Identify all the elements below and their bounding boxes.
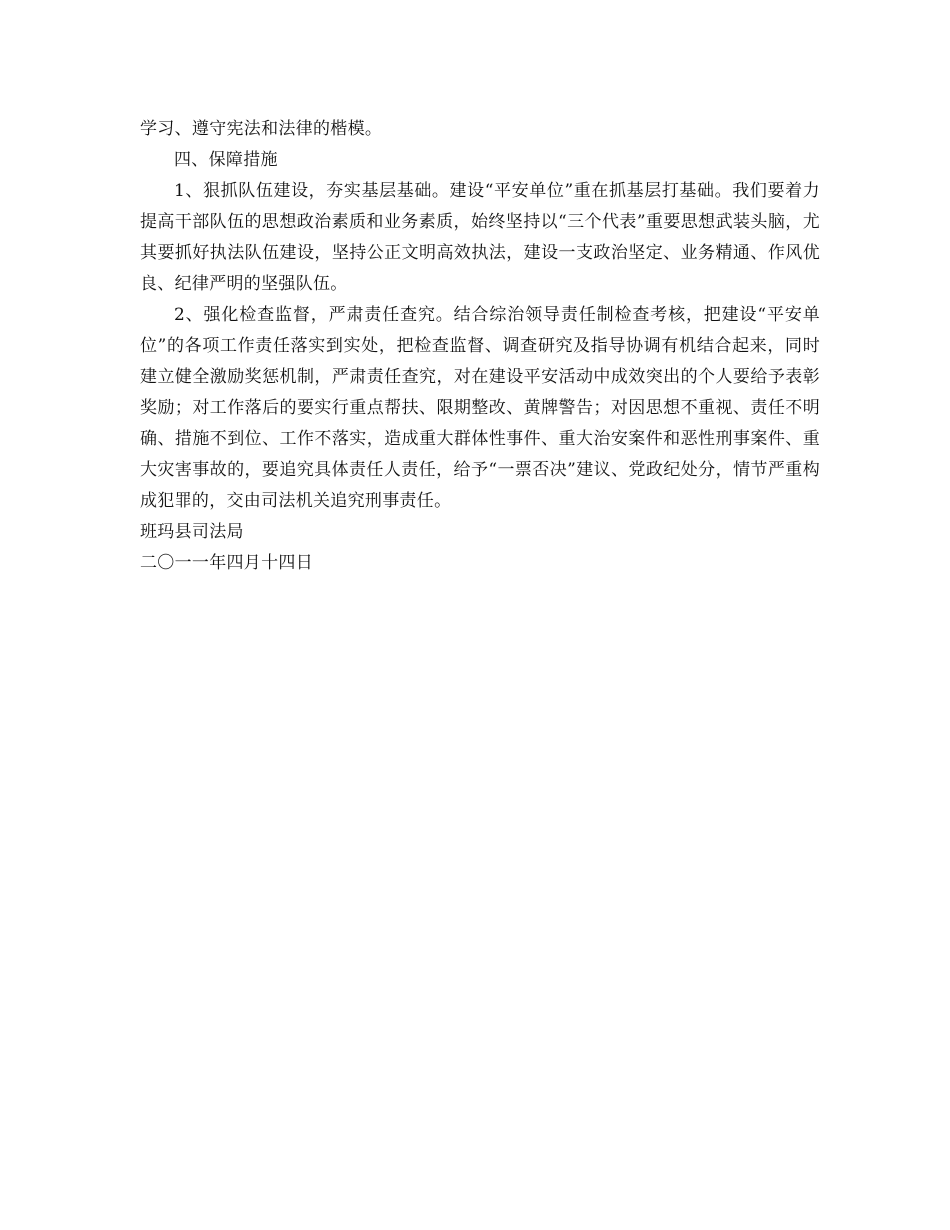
paragraph-2: 2、强化检查监督，严肃责任查究。结合综治领导责任制检查考核，把建设“平安单位”的各项工作责任落实到实处，把检查监督、调查研究及指导协调有机结合起来，同时建立健全激励奖惩机制，严肃责任查究，对在建设平安活动中成效突出的个人要给予表彰奖励；对工作落后的要实行重点帮扶、限期整改、黄牌警告；对因思想不重视、责任不明确、措施不到位、工作不落实，造成重大群体性事件、重大治安案件和恶性刑事案件、重大灾害事故的，要追究具体责任人责任，给予“一票否决”建议、党政纪处分，情节严重构成犯罪的，交由司法机关追究刑事责任。	[140, 305, 820, 511]
document-page	[140, 114, 820, 579]
continuation-text: 学习、遵守宪法和法律的楷模。	[140, 119, 383, 139]
paragraph-1: 1、狠抓队伍建设，夯实基层基础。建设“平安单位”重在抓基层打基础。我们要着力提高干部队伍的思想政治素质和业务素质，始终坚持以“三个代表”重要思想武装头脑，尤其要抓好执法队伍建设，坚持公正文明高效执法，建设一支政治坚定、业务精通、作风优良、纪律严明的坚强队伍。	[140, 181, 820, 294]
signature-date: 二〇一一年四月十四日	[140, 553, 313, 573]
signature-org: 班玛县司法局	[140, 522, 244, 542]
section-heading: 四、保障措施	[174, 150, 278, 170]
